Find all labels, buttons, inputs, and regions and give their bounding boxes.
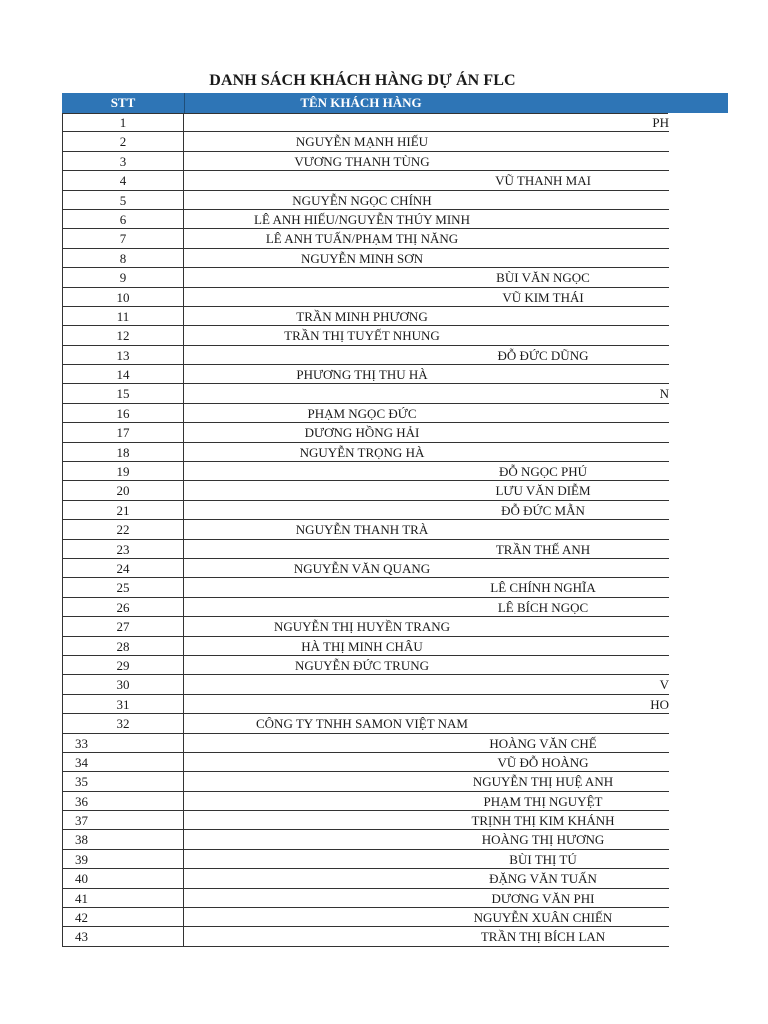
row-stt: 16 — [63, 404, 184, 422]
row-customer-name: BÙI THỊ TÚ — [509, 851, 577, 867]
table-row — [63, 288, 669, 307]
row-stt: 21 — [63, 501, 184, 519]
table-row — [63, 869, 669, 888]
table-row — [63, 229, 669, 248]
row-customer-name: VƯƠNG THANH TÙNG — [294, 153, 430, 169]
table-row — [63, 772, 669, 791]
row-stt: 34 — [63, 753, 184, 771]
row-customer-name: NGUYỄN VĂN QUANG — [293, 560, 431, 576]
row-customer-name: NGUYỄN MẠNH HIẾU — [295, 134, 429, 150]
row-stt: 35 — [63, 772, 184, 790]
row-stt: 11 — [63, 307, 184, 325]
table-header — [62, 93, 728, 113]
table-row — [63, 307, 669, 326]
row-stt: 26 — [63, 598, 184, 616]
row-stt: 31 — [63, 695, 184, 713]
table-row — [63, 927, 669, 946]
row-stt: 3 — [63, 152, 184, 170]
row-customer-name: ĐẶNG VĂN TUẤN — [489, 871, 597, 887]
table-row — [63, 578, 669, 597]
row-stt: 24 — [63, 559, 184, 577]
row-customer-name: VŨ KIM THÁI — [502, 289, 584, 305]
row-customer-name: NGUYỄN MINH SƠN — [300, 250, 424, 266]
table-row — [63, 249, 669, 268]
row-customer-name: VŨ ĐỖ HOÀNG — [497, 754, 589, 770]
row-customer-name: ĐỖ NGỌC PHÚ — [498, 464, 588, 480]
row-customer-name: ĐỖ ĐỨC DŨNG — [497, 347, 589, 363]
table-row — [63, 540, 669, 559]
table-row — [63, 132, 669, 151]
row-customer-name: TRẦN THỊ TUYẾT NHUNG — [284, 328, 440, 344]
row-stt: 8 — [63, 249, 184, 267]
row-customer-name: HÀ THỊ MINH CHÂU — [301, 638, 423, 654]
row-customer-name: HOÀNG VĂN CHẾ — [489, 735, 597, 751]
row-stt: 25 — [63, 578, 184, 596]
table-row — [63, 113, 669, 132]
row-stt: 28 — [63, 637, 184, 655]
row-stt: 14 — [63, 365, 184, 383]
table-row — [63, 908, 669, 927]
row-customer-name: NGUYỄN THỊ HUỆ ANH — [472, 774, 614, 790]
row-customer-name: NGUYỄN NGỌC CHÍNH — [292, 192, 432, 208]
table-row — [63, 695, 669, 714]
table-row — [63, 734, 669, 753]
row-stt: 37 — [63, 811, 184, 829]
table-row — [63, 501, 669, 520]
row-stt: 41 — [63, 889, 184, 907]
row-customer-name: PH — [652, 115, 669, 130]
row-stt: 1 — [63, 113, 184, 131]
row-stt: 36 — [63, 792, 184, 810]
table-row — [63, 637, 669, 656]
row-stt: 42 — [63, 908, 184, 926]
table-row — [63, 481, 669, 500]
row-customer-name: TRẦN THẾ ANH — [495, 541, 591, 557]
table-row — [63, 792, 669, 811]
table-row — [63, 598, 669, 617]
row-customer-name: PHẠM NGỌC ĐỨC — [307, 405, 417, 421]
row-customer-name: CÔNG TY TNHH SAMON VIỆT NAM — [256, 716, 468, 732]
row-stt: 33 — [63, 734, 184, 752]
row-stt: 38 — [63, 830, 184, 848]
table-row — [63, 675, 669, 694]
row-stt: 30 — [63, 675, 184, 693]
table-row — [63, 617, 669, 636]
table-row — [63, 423, 669, 442]
row-customer-name: LÊ BÍCH NGỌC — [497, 599, 589, 615]
row-customer-name: NGUYỄN ĐỨC TRUNG — [294, 657, 430, 673]
table-row — [63, 830, 669, 849]
row-stt: 32 — [63, 714, 184, 732]
table-row — [63, 714, 669, 733]
table-row — [63, 191, 669, 210]
row-stt: 39 — [63, 850, 184, 868]
row-customer-name: TRẦN MINH PHƯƠNG — [296, 308, 428, 324]
table-row — [63, 850, 669, 869]
row-customer-name: LÊ CHÍNH NGHĨA — [490, 580, 596, 596]
table-row — [63, 152, 669, 171]
row-customer-name: BÙI VĂN NGỌC — [496, 270, 590, 286]
table-row — [63, 656, 669, 675]
row-customer-name: VŨ THANH MAI — [495, 173, 591, 189]
row-stt: 20 — [63, 481, 184, 499]
row-stt: 12 — [63, 326, 184, 344]
table-row — [63, 462, 669, 481]
row-stt: 6 — [63, 210, 184, 228]
table-row — [63, 171, 669, 190]
row-stt: 10 — [63, 288, 184, 306]
table-row — [63, 404, 669, 423]
table-row — [63, 753, 669, 772]
row-stt: 27 — [63, 617, 184, 635]
table-row — [63, 443, 669, 462]
row-customer-name: DƯƠNG VĂN PHI — [491, 890, 595, 906]
row-stt: 19 — [63, 462, 184, 480]
table-row — [63, 811, 669, 830]
row-stt: 23 — [63, 540, 184, 558]
table-row — [63, 210, 669, 229]
table-row — [63, 268, 669, 287]
row-customer-name: PHẠM THỊ NGUYỆT — [483, 793, 603, 809]
row-stt: 2 — [63, 132, 184, 150]
row-stt: 7 — [63, 229, 184, 247]
row-stt: 13 — [63, 346, 184, 364]
page-title: DANH SÁCH KHÁCH HÀNG DỰ ÁN FLC — [209, 72, 516, 89]
row-stt: 18 — [63, 443, 184, 461]
row-customer-name: V — [659, 677, 669, 693]
row-stt: 4 — [63, 171, 184, 189]
table-row — [63, 559, 669, 578]
row-stt: 22 — [63, 520, 184, 538]
row-stt: 9 — [63, 268, 184, 286]
table-row — [63, 326, 669, 345]
row-customer-name: NGUYỄN XUÂN CHIẾN — [473, 910, 613, 926]
row-customer-name: TRỊNH THỊ KIM KHÁNH — [471, 813, 615, 829]
row-stt: 40 — [63, 869, 184, 887]
row-customer-name: N — [659, 386, 669, 402]
row-stt: 17 — [63, 423, 184, 441]
row-customer-name: ĐỖ ĐỨC MẪN — [501, 502, 585, 518]
header-customer-name: TÊN KHÁCH HÀNG — [300, 95, 422, 110]
row-stt: 43 — [63, 927, 184, 945]
row-customer-name: NGUYỄN THỊ HUYỀN TRANG — [273, 619, 451, 635]
row-customer-name: LƯU VĂN DIỄM — [495, 483, 591, 499]
customer-table — [62, 113, 669, 947]
header-stt: STT — [110, 95, 136, 110]
row-customer-name: LÊ ANH HIẾU/NGUYỄN THÚY MINH — [254, 211, 470, 227]
row-customer-name: LÊ ANH TUẤN/PHẠM THỊ NĂNG — [265, 231, 459, 247]
row-customer-name: NGUYỄN TRỌNG HÀ — [299, 444, 425, 460]
row-stt: 5 — [63, 191, 184, 209]
table-row — [63, 889, 669, 908]
table-row — [63, 365, 669, 384]
row-stt: 29 — [63, 656, 184, 674]
table-row — [63, 346, 669, 365]
row-customer-name: PHƯƠNG THỊ THU HÀ — [296, 367, 428, 383]
row-customer-name: NGUYỄN THANH TRÀ — [295, 522, 429, 538]
row-customer-name: HO — [650, 696, 669, 712]
row-customer-name: DƯƠNG HỒNG HẢI — [304, 425, 420, 441]
row-customer-name: HOÀNG THỊ HƯƠNG — [481, 832, 605, 848]
row-customer-name: TRẦN THỊ BÍCH LAN — [480, 929, 606, 945]
table-row — [63, 384, 669, 403]
table-row — [63, 520, 669, 539]
row-stt: 15 — [63, 384, 184, 402]
